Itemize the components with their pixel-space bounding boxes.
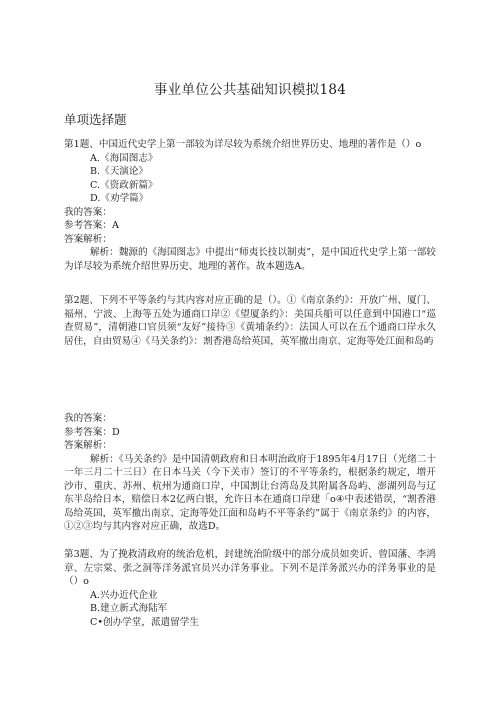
section-heading: 单项选择题 [64, 112, 127, 127]
question-3-option-a: A.兴办近代企业 [90, 589, 158, 601]
question-2-analysis-label: 答案解析： [64, 440, 112, 451]
question-1-option-d: D.《劝学篇》 [90, 193, 149, 204]
question-2-my-answer: 我的答案： [64, 413, 112, 424]
question-1-analysis-label: 答案解析： [64, 233, 112, 245]
question-2-answer-block [64, 412, 436, 534]
question-1-option-b: B.《天演论》 [90, 166, 149, 177]
question-2-analysis: 解析：《马关条约》是中国清朝政府和日本明治政府于1895年4月17日（光绪二十一年三月二十三日）在日本马关（今下关市）签订的不平等条约，根据条约规定，增开沙市、重庆、苏州、杭州为通商口岸，中国割让台湾岛及其附属各岛屿、澎湖列岛与辽东半岛给日本，赔偿日本2亿两白银，允许日本在通商口岸建「o④中表述错误，“割香港岛给英国，英军撤出南京、定海等处江面和岛屿不平等条约”属于《南京条约》的内容，①②③均与其内容对应正确，故选D。 [64, 453, 436, 532]
question-1-analysis: 解析：魏源的《海国图志》中提出“师夷长技以制夷”，是中国近代史学上第一部较为详尽较为系统介绍世界历史、地理的著作。故本题选A。 [64, 247, 436, 272]
question-1-my-answer: 我的答案： [64, 206, 112, 218]
question-2-reference-answer: 参考答案：D [64, 426, 120, 438]
page-title: 事业单位公共基础知识模拟184 [153, 82, 347, 98]
question-2-stem: 第2题、下列不平等条约与其内容对应正确的是（）。①《南京条约》：开放广州、厦门、福州、宁波、上海等五处为通商口岸②《望厦条约》：美国兵船可以任意到中国港口“巡查贸易”，清朝港口官员须“友好”接待③《黄埔条约》：法国人可以在五个通商口岸永久居住，自由贸易④《马关条约》：割香港岛给英国，英军撤出南京、定海等处江面和岛屿 [64, 295, 436, 347]
question-1-reference-answer: 参考答案：A [64, 220, 119, 231]
question-3-option-c: C•创办学堂，派遣留学生 [90, 616, 199, 628]
question-1-option-a: A.《海国图志》 [90, 152, 158, 164]
question-3 [64, 548, 436, 629]
question-1 [64, 138, 436, 273]
question-3-option-b: B.建立新式海陆军 [90, 603, 168, 614]
question-2 [64, 294, 436, 348]
question-3-stem: 第3题、为了挽救清政府的统治危机，封建统治阶级中的部分成员如奕䜣、曾国藩、李鸿章、左宗棠、张之洞等洋务派官员兴办洋务事业。下列不是洋务派兴办的洋务事业的是（）o [64, 549, 436, 587]
question-1-stem: 第1题、中国近代史学上第一部较为详尽较为系统介绍世界历史、地理的著作是（）o [64, 139, 422, 150]
question-1-option-c: C.《资政新篇》 [90, 179, 158, 191]
